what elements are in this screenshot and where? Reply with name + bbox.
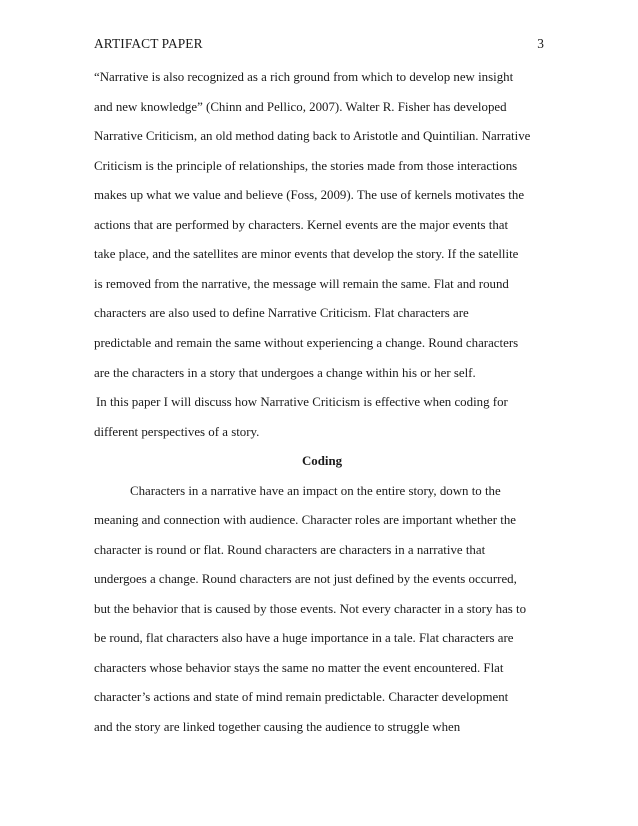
paragraph-line: meaning and connection with audience. Character roles are important whether the xyxy=(94,513,516,527)
paragraph-line: different perspectives of a story. xyxy=(94,425,260,439)
paragraph-line: actions that are performed by characters. Kernel events are the major events that xyxy=(94,218,509,232)
paragraph-line: but the behavior that is caused by those events. Not every character in a story has to xyxy=(94,602,527,616)
paragraph-line: character is round or flat. Round characters are characters in a narrative that xyxy=(94,543,486,557)
paragraph-line: be round, flat characters also have a huge importance in a tale. Flat characters are xyxy=(94,631,514,645)
paragraph-line: Criticism is the principle of relationships, the stories made from those interactions xyxy=(94,159,518,173)
section-heading: Coding xyxy=(301,454,343,468)
paragraph-line: is removed from the narrative, the message will remain the same. Flat and round xyxy=(94,277,509,291)
running-header xyxy=(94,36,546,56)
running-head-title: ARTIFACT PAPER xyxy=(94,36,203,51)
paragraph-line: character’s actions and state of mind remain predictable. Character development xyxy=(94,690,509,704)
paragraph-line: makes up what we value and believe (Foss, 2009). The use of kernels motivates the xyxy=(94,188,525,202)
paragraph-line: undergoes a change. Round characters are not just defined by the events occurred, xyxy=(94,572,517,586)
paragraph-line: Narrative Criticism, an old method dating back to Aristotle and Quintilian. Narrative xyxy=(94,129,531,143)
paragraph-line: and the story are linked together causing the audience to struggle when xyxy=(94,720,461,734)
paragraph-line: characters whose behavior stays the same no matter the event encountered. Flat xyxy=(94,661,504,675)
page-number: 3 xyxy=(537,36,544,51)
paragraph-line: Characters in a narrative have an impact on the entire story, down to the xyxy=(130,484,501,498)
paragraph-line: predictable and remain the same without experiencing a change. Round characters xyxy=(94,336,519,350)
paragraph-line: take place, and the satellites are minor events that develop the story. If the satellite xyxy=(94,247,519,261)
paragraph-line: and new knowledge” (Chinn and Pellico, 2007). Walter R. Fisher has developed xyxy=(94,100,507,114)
paragraph-line: are the characters in a story that undergoes a change within his or her self. xyxy=(94,366,476,380)
paragraph-line: In this paper I will discuss how Narrative Criticism is effective when coding for xyxy=(96,395,508,409)
paragraph-line: characters are also used to define Narrative Criticism. Flat characters are xyxy=(94,306,469,320)
paragraph-line: “Narrative is also recognized as a rich ground from which to develop new insight xyxy=(94,70,514,84)
